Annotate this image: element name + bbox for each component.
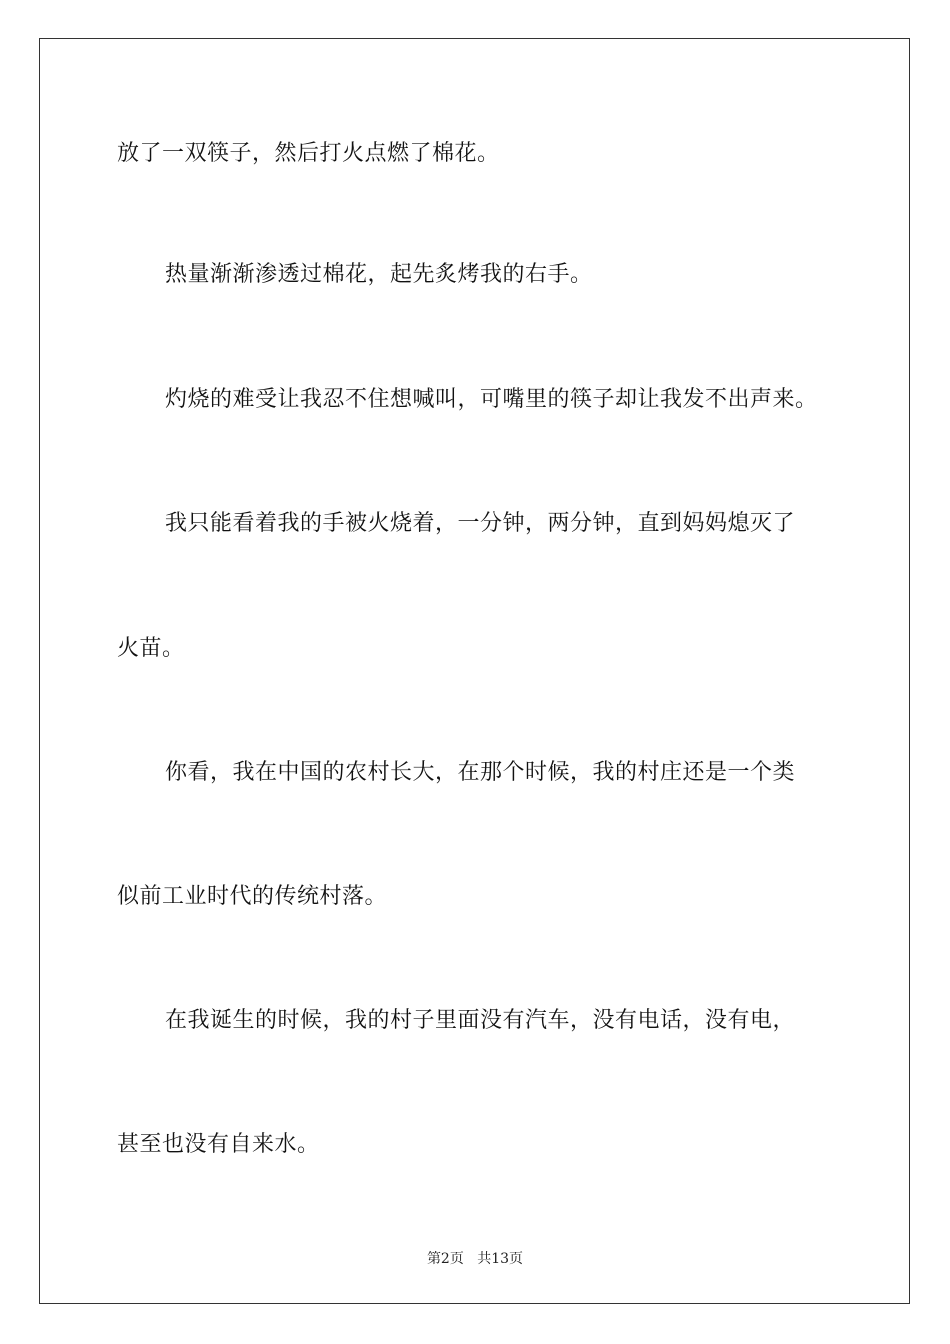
page-total: 共13页 (477, 1251, 524, 1267)
text-line: 火苗。 (117, 636, 185, 661)
text-line: 甚至也没有自来水。 (117, 1132, 320, 1157)
page-number: 第2页 (426, 1251, 464, 1267)
text-line: 在我诞生的时候，我的村子里面没有汽车，没有电话，没有电， (165, 1008, 796, 1033)
text-line: 我只能看着我的手被火烧着，一分钟，两分钟，直到妈妈熄灭了 (165, 511, 796, 536)
text-line: 灼烧的难受让我忍不住想喊叫，可嘴里的筷子却让我发不出声来。 (165, 387, 818, 412)
text-line: 放了一双筷子，然后打火点燃了棉花。 (117, 141, 500, 166)
text-line: 你看，我在中国的农村长大，在那个时候，我的村庄还是一个类 (165, 760, 796, 785)
page-footer (0, 1248, 950, 1268)
page-frame (39, 38, 910, 1304)
text-line: 热量渐渐渗透过棉花，起先炙烤我的右手。 (165, 262, 593, 287)
text-line: 似前工业时代的传统村落。 (117, 884, 388, 909)
